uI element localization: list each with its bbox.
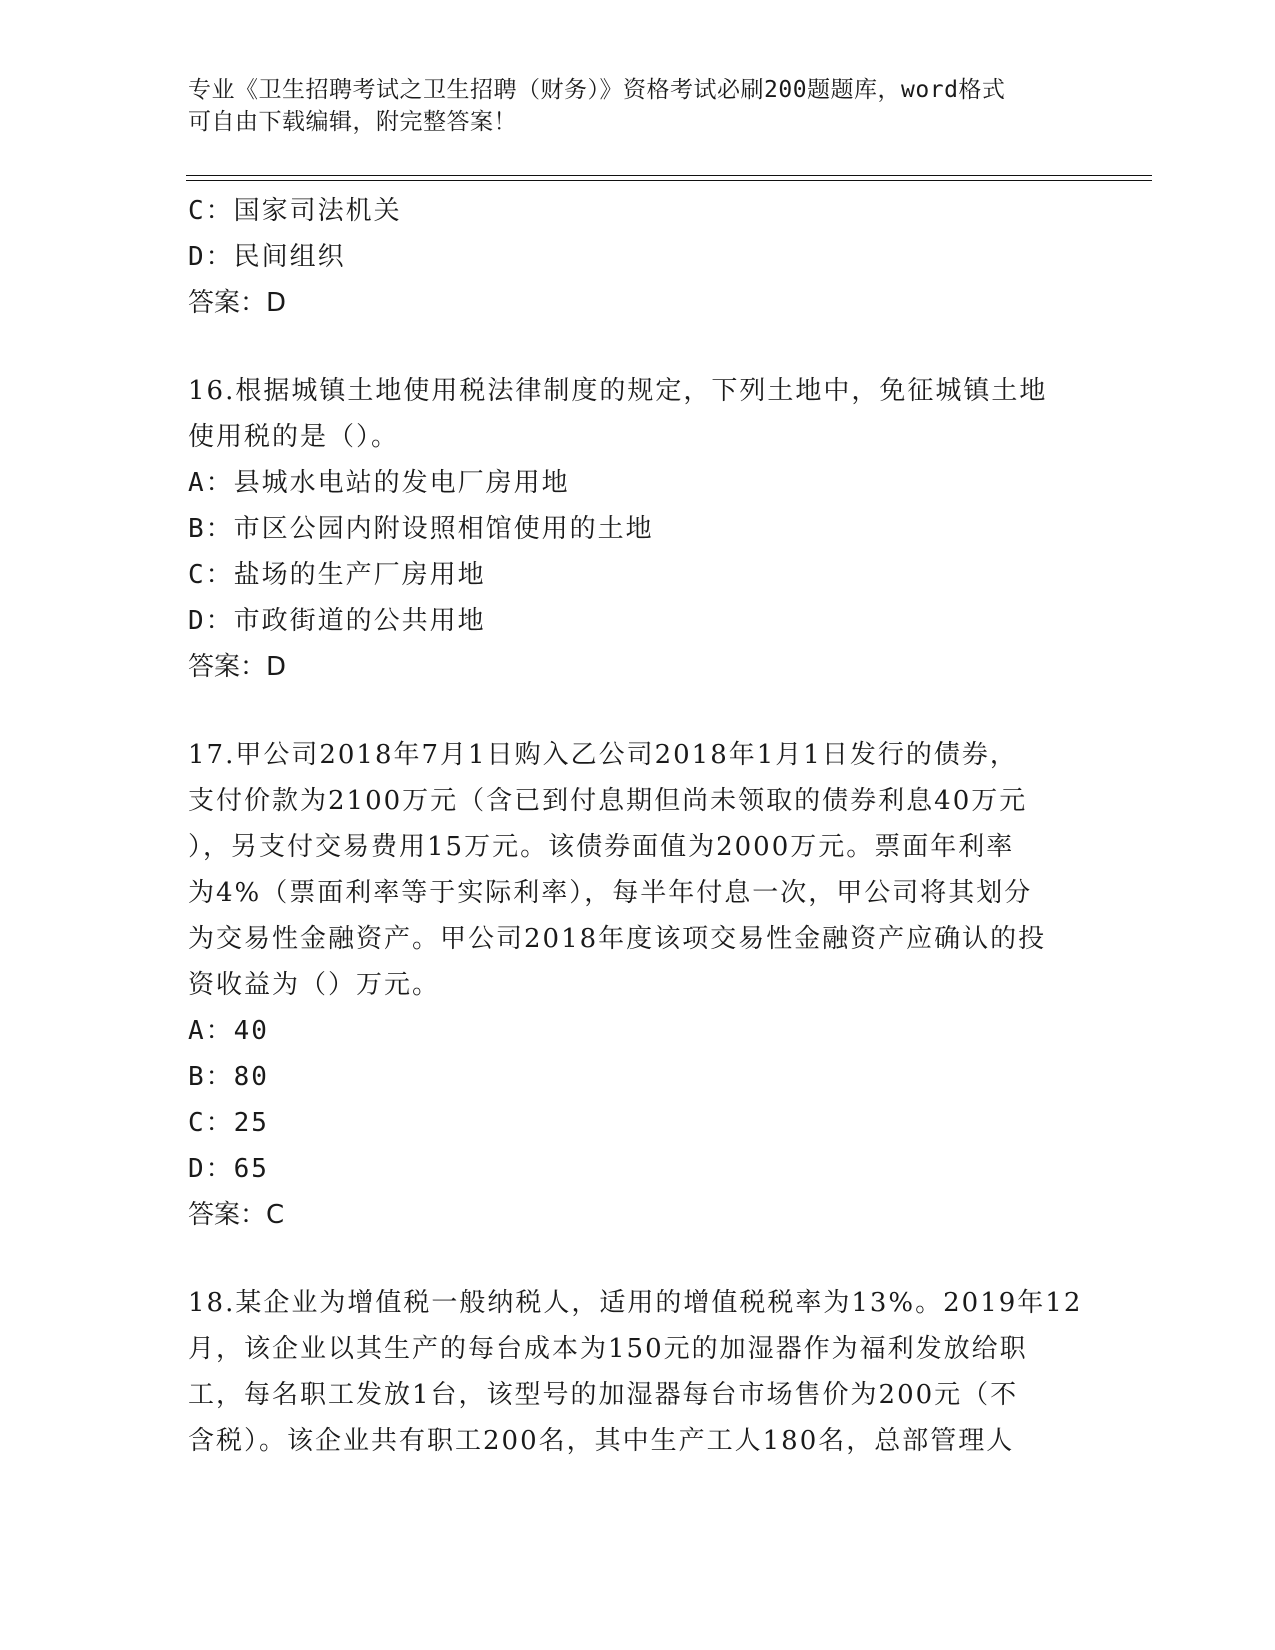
question-gap [188,326,1088,368]
question-stem-line: 18.某企业为增值税一般纳税人，适用的增值税税率为13%。2019年12 [188,1288,1083,1318]
question-gap [188,1238,1088,1280]
question-stem-line: 月，该企业以其生产的每台成本为150元的加湿器作为福利发放给职 [188,1334,1028,1364]
option-a: A：40 [188,1016,269,1046]
option-b: B：市区公园内附设照相馆使用的土地 [188,514,654,544]
question-stem-line: 17.甲公司2018年7月1日购入乙公司2018年1月1日发行的债券， [188,740,1018,770]
question-gap [188,690,1088,732]
answer-line: 答案：D [188,288,287,318]
answer-line: 答案：D [188,652,287,682]
document-header [188,74,1088,138]
question-stem-line: 使用税的是（）。 [188,422,400,452]
question-stem-line: 支付价款为2100万元（含已到付息期但尚未领取的债券利息40万元 [188,786,1028,816]
answer-line: 答案：C [188,1200,285,1230]
question-stem-line: ），另支付交易费用15万元。该债券面值为2000万元。票面年利率 [188,832,1015,862]
header-rule-top [186,175,1152,176]
option-a: A：县城水电站的发电厂房用地 [188,468,570,498]
question-15 [188,188,1088,326]
question-stem-line: 含税）。该企业共有职工200名，其中生产工人180名，总部管理人 [188,1426,1015,1456]
question-stem-line: 16.根据城镇土地使用税法律制度的规定，下列土地中，免征城镇土地 [188,376,1048,406]
option-d: D：民间组织 [188,242,346,272]
option-c: C：盐场的生产厂房用地 [188,560,486,590]
option-c: C：国家司法机关 [188,196,402,226]
question-stem-line: 为交易性金融资产。甲公司2018年度该项交易性金融资产应确认的投 [188,924,1047,954]
option-d: D：65 [188,1154,269,1184]
option-c: C：25 [188,1108,269,1138]
header-rule-bottom [186,180,1152,181]
question-stem-line: 为4%（票面利率等于实际利率），每半年付息一次，甲公司将其划分 [188,878,1033,908]
header-line-2: 可自由下载编辑，附完整答案！ [188,109,517,135]
document-body [188,188,1088,1464]
option-b: B：80 [188,1062,269,1092]
question-18 [188,1280,1088,1464]
question-17 [188,732,1088,1238]
header-line-1: 专业《卫生招聘考试之卫生招聘（财务）》资格考试必刷200题题库，word格式 [188,77,1006,103]
question-stem-line: 资收益为（）万元。 [188,970,441,1000]
question-16 [188,368,1088,690]
option-d: D：市政街道的公共用地 [188,606,486,636]
question-stem-line: 工，每名职工发放1台，该型号的加湿器每台市场售价为200元（不 [188,1380,1019,1410]
